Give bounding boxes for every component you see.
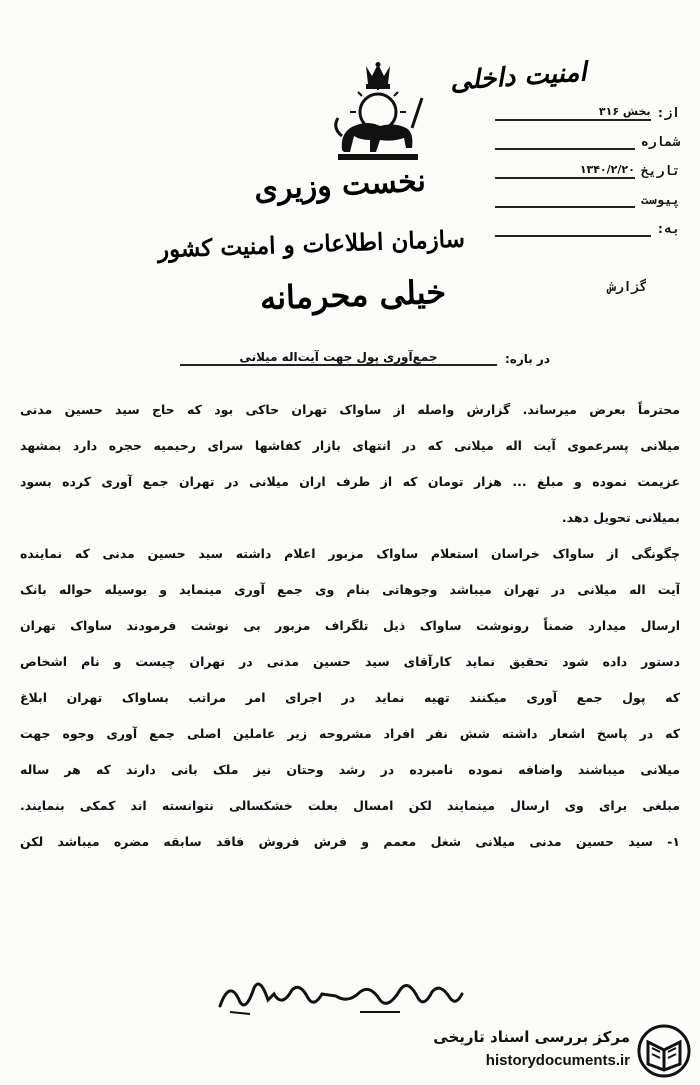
number-value: [495, 134, 635, 150]
to-label: به:: [656, 222, 680, 237]
meta-to: [495, 208, 680, 237]
handwritten-note: امنیت داخلی: [449, 57, 588, 97]
body-line: میلانی پسرعموی آیت اله میلانی که در انتهای بازار کفاشها سرای رحیمیه حجره دارد بمشهد: [20, 438, 680, 453]
subject-line: [180, 350, 550, 366]
organization-title: سازمان اطلاعات و امنیت کشور: [157, 225, 466, 264]
classification-stamp-signature: [210, 968, 470, 1018]
number-label: شماره: [640, 135, 680, 150]
document-body: [20, 392, 680, 860]
watermark-url: historydocuments.ir: [485, 1052, 630, 1069]
attachment-value: [495, 192, 635, 208]
watermark-persian: مرکز بررسی اسناد تاریخی: [433, 1028, 630, 1046]
body-line: مبلغی برای وی ارسال مینمایند لکن امسال بعلت خشکسالی نتوانسته اند کمکی بنمایند.: [20, 798, 680, 813]
body-line: آیت اله میلانی در تهران میباشد وجوهاتی بنام وی جمع آوری مینماید و بوسیله حواله بانک: [20, 582, 680, 597]
attachment-label: پیوست: [640, 193, 680, 208]
date-label: تاریخ: [640, 164, 680, 179]
document-meta: [495, 92, 680, 237]
body-line: محترماً بعرض میرساند. گزارش واصله از ساواک تهران حاکی بود که حاج سید حسین مدنی: [20, 402, 680, 417]
body-line: عزیمت نموده و مبلغ ... هزار تومان که از طرف اران میلانی در تهران جمع آوری کرده بسود: [20, 474, 680, 489]
body-line: که در پاسخ اشعار داشته شش نفر افراد مشروحه زیر عاملین اصلی جمع آوری وجوه جهت: [20, 726, 680, 741]
body-line: ۱- سید حسین مدنی میلانی شغل معمم و فرش فروش فاقد سابقه مضره میباشد لکن: [20, 834, 680, 849]
report-label: گزارش: [608, 280, 648, 295]
lion-and-sun-emblem-icon: [328, 62, 428, 170]
meta-date: [495, 150, 680, 179]
date-value: ۱۳۴۰/۲/۲۰: [495, 163, 635, 179]
from-label: از:: [656, 106, 680, 121]
to-value: [495, 221, 651, 237]
archive-watermark: [412, 1022, 694, 1080]
ministry-title: نخست وزیری: [253, 163, 427, 208]
from-value: بخش ۳۱۶: [495, 105, 651, 121]
subject-text: جمع‌آوری پول جهت آیت‌اله میلانی: [180, 350, 497, 366]
body-line: چگونگی از ساواک خراسان استعلام ساواک مزبور اعلام داشته سید حسین مدنی که نماینده: [20, 546, 680, 561]
meta-number: [495, 121, 680, 150]
body-line: دستور داده شود تحقیق نماید کارآقای سید حسین مدنی در تهران چیست و نام اشخاص: [20, 654, 680, 669]
archive-book-logo-icon: [636, 1024, 692, 1078]
meta-attachment: [495, 179, 680, 208]
body-line: بمیلانی تحویل دهد.: [561, 510, 680, 525]
body-line: میلانی میباشند واضافه نموده نامبرده در رشد وحتان نیز ملک بانی دارند که هر ساله: [20, 762, 680, 777]
meta-from: [495, 92, 680, 121]
body-line: که پول جمع آوری میکنند تهیه نماید در اجرای امر مراتب بساواک تهران ابلاغ: [20, 690, 680, 705]
subject-label: در باره:: [504, 352, 550, 366]
body-line: ارسال میدارد ضمناً رونوشت ساواک ذیل تلگراف مزبور بی نوشت فرمودند ساواک تهران: [20, 618, 680, 633]
classification-title: خیلی محرمانه: [259, 272, 447, 318]
